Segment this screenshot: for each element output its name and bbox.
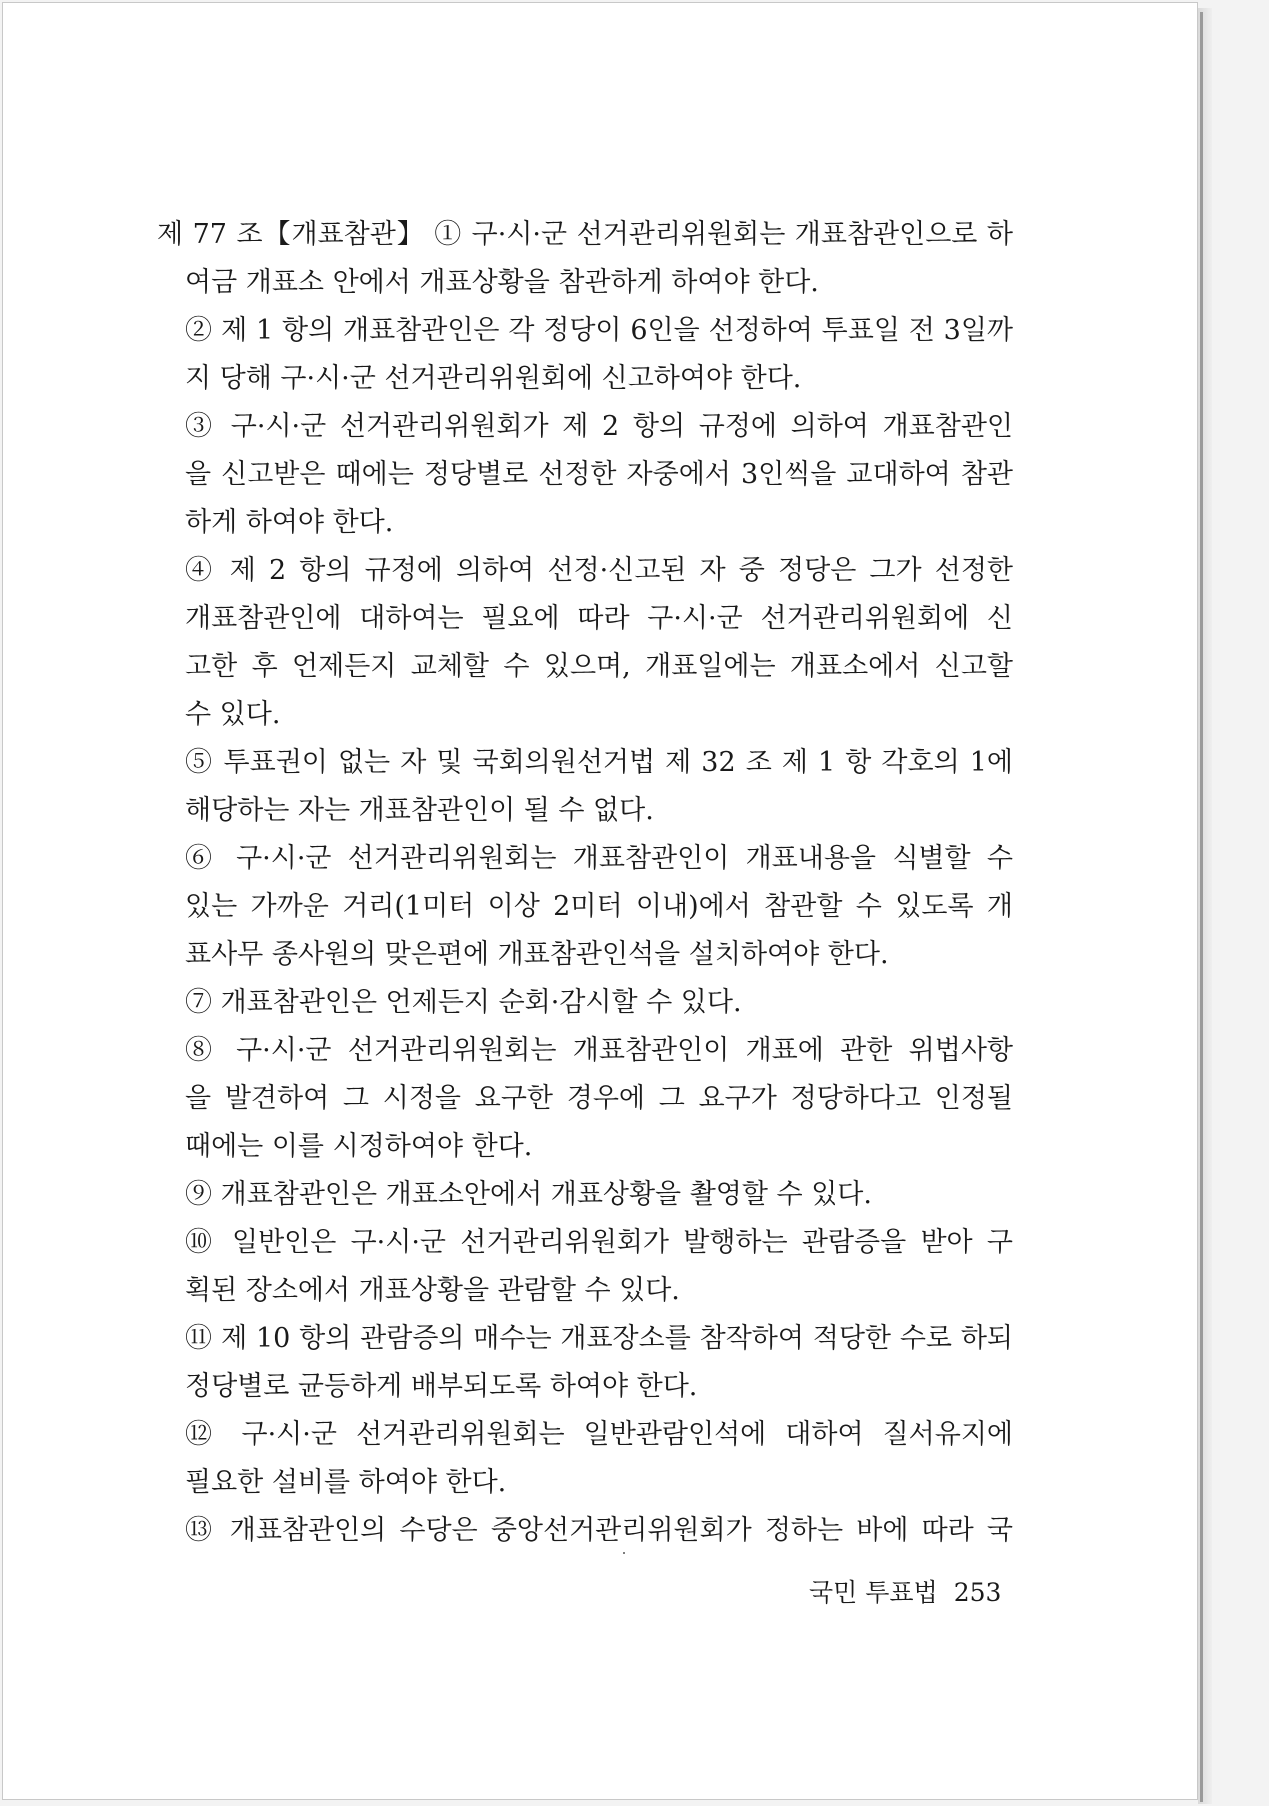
text-line: 제 77 조【개표참관】 ① 구·시·군 선거관리위원회는 개표참관인으로 하 xyxy=(157,219,1013,250)
text-line: ⑪ 제 10 항의 관람증의 매수는 개표장소를 참작하여 적당한 수로 하되 xyxy=(185,1323,1013,1354)
page-number: 253 xyxy=(953,1578,1002,1607)
text-line: 여금 개표소 안에서 개표상황을 참관하게 하여야 한다. xyxy=(185,267,819,298)
text-line: ② 제 1 항의 개표참관인은 각 정당이 6인을 선정하여 투표일 전 3일까 xyxy=(185,315,1013,346)
text-line: 획된 장소에서 개표상황을 관람할 수 있다. xyxy=(185,1275,680,1306)
text-line: 을 발견하여 그 시정을 요구한 경우에 그 요구가 정당하다고 인정될 xyxy=(185,1083,1013,1114)
page-footer xyxy=(809,1573,1009,1609)
text-line: ⑬ 개표참관인의 수당은 중앙선거관리위원회가 정하는 바에 따라 국 xyxy=(185,1515,1013,1546)
text-line: ⑦ 개표참관인은 언제든지 순회·감시할 수 있다. xyxy=(185,987,742,1018)
page-edge xyxy=(1200,12,1203,1802)
text-line: ④ 제 2 항의 규정에 의하여 선정·신고된 자 중 정당은 그가 선정한 xyxy=(185,555,1013,586)
text-line: 수 있다. xyxy=(185,699,281,730)
text-line: ⑤ 투표권이 없는 자 및 국회의원선거법 제 32 조 제 1 항 각호의 1에 xyxy=(185,747,1013,778)
text-line: ③ 구·시·군 선거관리위원회가 제 2 항의 규정에 의하여 개표참관인 xyxy=(185,411,1013,442)
text-line: 개표참관인에 대하여는 필요에 따라 구·시·군 선거관리위원회에 신 xyxy=(185,603,1013,634)
text-line: ⑫ 구·시·군 선거관리위원회는 일반관람인석에 대하여 질서유지에 xyxy=(185,1419,1013,1450)
text-line: 고한 후 언제든지 교체할 수 있으며, 개표일에는 개표소에서 신고할 xyxy=(185,651,1013,682)
text-line: 정당별로 균등하게 배부되도록 하여야 한다. xyxy=(185,1371,698,1402)
article-77-body xyxy=(157,211,1013,1555)
text-line: 필요한 설비를 하여야 한다. xyxy=(185,1467,507,1498)
text-line: ⑩ 일반인은 구·시·군 선거관리위원회가 발행하는 관람증을 받아 구 xyxy=(185,1227,1013,1258)
text-line: 해당하는 자는 개표참관인이 될 수 없다. xyxy=(185,795,654,826)
running-title: 국민 투표법 xyxy=(809,1578,938,1607)
text-line: ⑥ 구·시·군 선거관리위원회는 개표참관인이 개표내용을 식별할 수 xyxy=(185,843,1013,874)
text-line: 지 당해 구·시·군 선거관리위원회에 신고하여야 한다. xyxy=(185,363,802,394)
document-page xyxy=(2,2,1198,1800)
text-line: ⑧ 구·시·군 선거관리위원회는 개표참관인이 개표에 관한 위법사항 xyxy=(185,1035,1013,1066)
text-line: 하게 하여야 한다. xyxy=(185,507,394,538)
text-line: 표사무 종사원의 맞은편에 개표참관인석을 설치하여야 한다. xyxy=(185,939,889,970)
text-line: 있는 가까운 거리(1미터 이상 2미터 이내)에서 참관할 수 있도록 개 xyxy=(185,891,1013,922)
text-line: 을 신고받은 때에는 정당별로 선정한 자중에서 3인씩을 교대하여 참관 xyxy=(185,459,1013,490)
text-line: 때에는 이를 시정하여야 한다. xyxy=(185,1131,533,1162)
print-speck xyxy=(623,1552,625,1554)
text-line: ⑨ 개표참관인은 개표소안에서 개표상황을 촬영할 수 있다. xyxy=(185,1179,872,1210)
